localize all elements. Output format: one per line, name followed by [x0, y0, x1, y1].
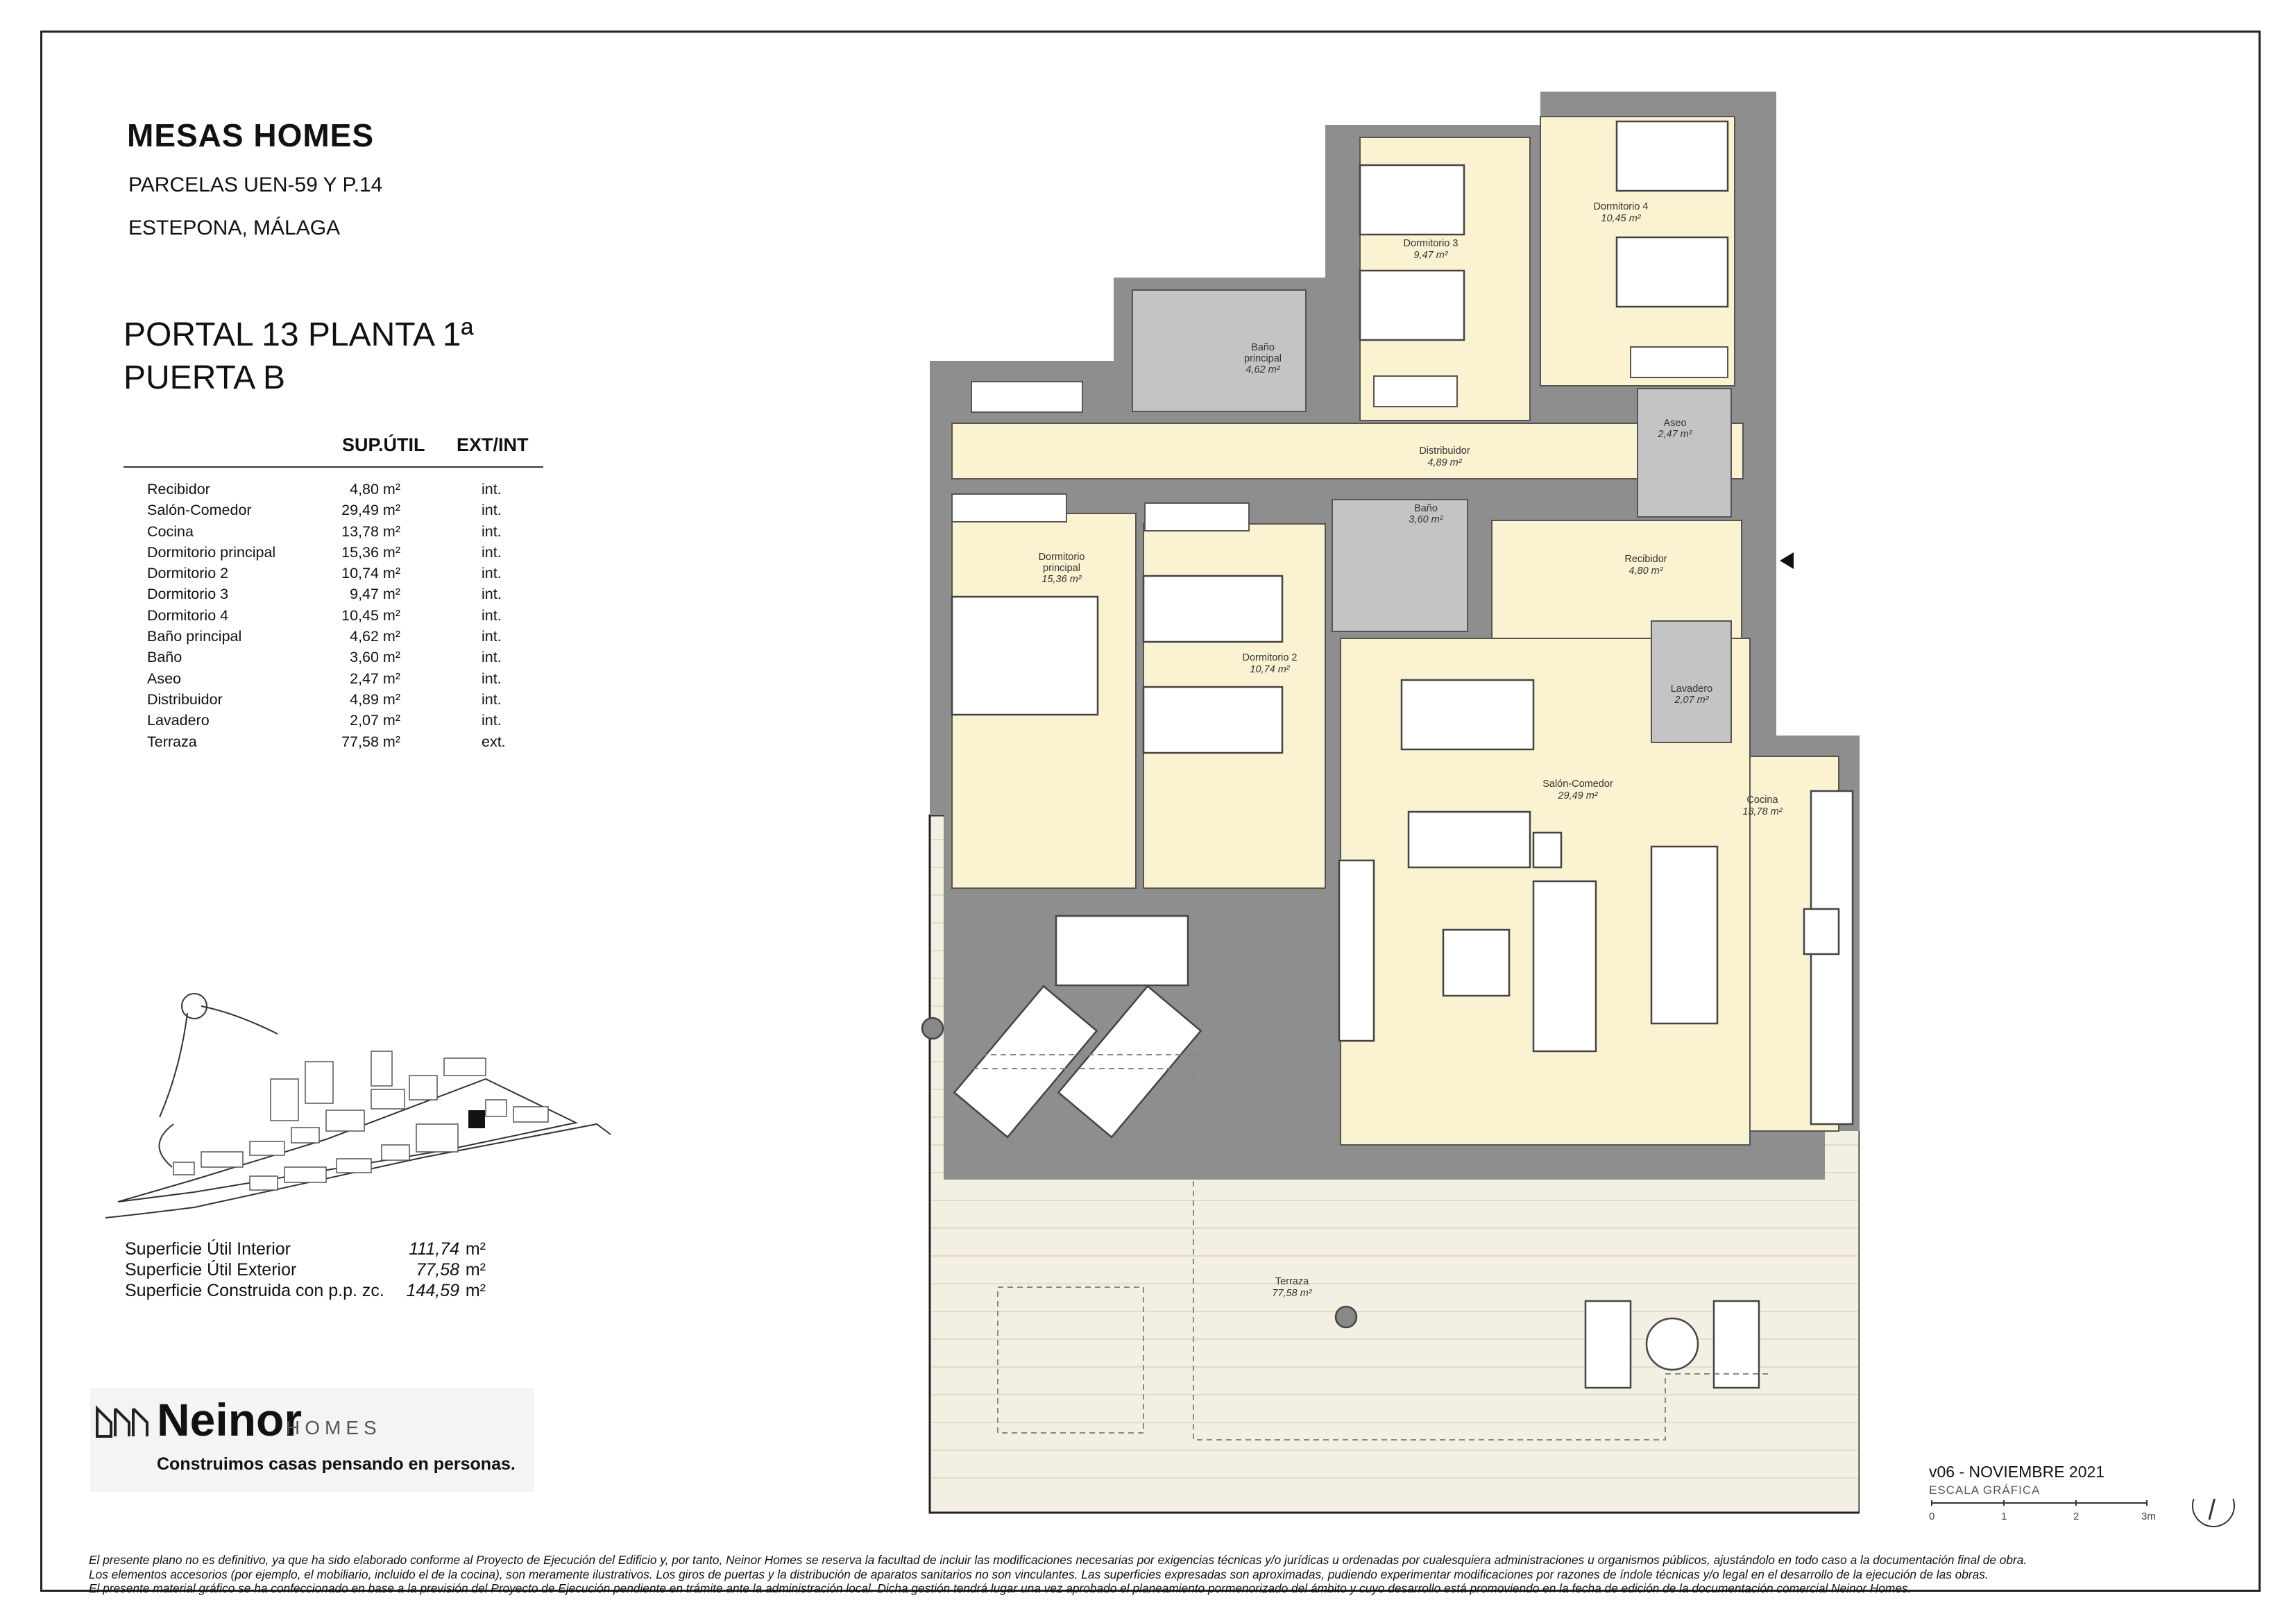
room-aseo: [1638, 389, 1731, 517]
disclaimer-line: El presente plano no es definitivo, ya que ha sido elaborado conforme al Proyecto de Ejecución del Edificio y, por tanto, Neinor Homes se reserva la facultad de incluir las modificaciones necesarias por exigencias técnicas y/o jurídicas u ordenadas por cualesquiera administraciones u organismos públicos, ajustándolo en todo caso a la documentación final de obra.: [89, 1553, 2027, 1567]
table-row: [147, 565, 508, 586]
floor-plan: [916, 90, 1860, 1520]
table-row: [147, 502, 508, 522]
scale-title: ESCALA GRÁFICA: [1929, 1484, 2041, 1497]
neinor-mark-icon: [94, 1400, 150, 1442]
table-cell-name: Aseo: [147, 670, 182, 687]
table-cell-area: 77,58 m²: [341, 733, 400, 750]
summary-row: Superficie Útil Interior 111,74 m²: [125, 1239, 486, 1259]
svg-text:Aseo2,47 m²: Aseo 2,47 m²: [1658, 418, 1692, 440]
table-cell-type: int.: [482, 481, 502, 498]
surface-summary: [125, 1239, 486, 1302]
table-divider: [124, 466, 543, 468]
table-cell-type: int.: [482, 670, 502, 687]
surface-table: [147, 481, 508, 754]
table-cell-name: Baño principal: [147, 628, 242, 645]
neinor-homes: HOMES: [286, 1417, 382, 1438]
table-cell-name: Dormitorio principal: [147, 543, 276, 561]
table-cell-name: Dormitorio 4: [147, 606, 229, 624]
label-recibidor: Recibidor: [1624, 554, 1667, 565]
table-row: [147, 544, 508, 565]
brand-title: MESAS HOMES: [127, 117, 375, 153]
table-cell-area: 15,36 m²: [341, 543, 400, 561]
svg-text:Dormitorio 410,45 m²: Dormitorio 4 10,45 m²: [1593, 201, 1649, 224]
room-lavadero: [1651, 621, 1731, 742]
location-map: [97, 985, 611, 1221]
col-header-ext: EXT/INT: [457, 434, 529, 455]
table-cell-type: int.: [482, 628, 502, 645]
table-cell-name: Salón-Comedor: [147, 502, 252, 519]
svg-text:Salón-Comedor29,49 m²: Salón-Comedor 29,49 m²: [1542, 779, 1613, 801]
table-cell-type: int.: [482, 543, 502, 561]
table-row: [147, 481, 508, 502]
svg-text:Recibidor4,80 m²: Recibidor 4,80 m²: [1624, 554, 1667, 577]
col-header-sup: SUP.ÚTIL: [342, 434, 425, 455]
table-cell-type: int.: [482, 565, 502, 582]
table-cell-area: 4,89 m²: [350, 690, 400, 708]
portal-floor: PORTAL 13 PLANTA 1ª: [124, 316, 474, 353]
table-cell-name: Dormitorio 3: [147, 586, 229, 603]
summary-row: Superficie Útil Exterior 77,58 m²: [125, 1260, 486, 1280]
label-terraza: Terraza: [1275, 1276, 1309, 1287]
table-cell-area: 4,62 m²: [350, 628, 400, 645]
table-cell-area: 2,07 m²: [350, 712, 400, 729]
svg-text:Cocina13,78 m²: Cocina 13,78 m²: [1742, 794, 1783, 817]
scale-tick: 0: [1929, 1511, 1935, 1522]
svg-text:Dormitorio 210,74 m²: Dormitorio 2 10,74 m²: [1242, 652, 1298, 675]
table-cell-type: int.: [482, 606, 502, 624]
scale-tick: 1: [2001, 1511, 2007, 1522]
table-row: [147, 628, 508, 649]
label-dorm4: Dormitorio 4: [1593, 201, 1649, 212]
svg-text:Bañoprincipal4,62 m²: Baño principal 4,62 m²: [1244, 342, 1282, 375]
svg-text:Dormitorioprincipal15,36 m²: Dormitorio principal 15,36 m²: [1038, 552, 1085, 585]
label-lavadero: Lavadero: [1670, 683, 1713, 695]
table-cell-area: 13,78 m²: [341, 522, 400, 540]
table-cell-type: int.: [482, 712, 502, 729]
table-cell-area: 10,45 m²: [341, 606, 400, 624]
label-dorm-principal: Dormitorio: [1038, 552, 1085, 563]
location-text: ESTEPONA, MÁLAGA: [128, 216, 341, 239]
table-row: [147, 607, 508, 628]
table-row: [147, 649, 508, 670]
version-label: v06 - NOVIEMBRE 2021: [1929, 1463, 2105, 1481]
neinor-logo: [90, 1388, 534, 1492]
table-cell-type: ext.: [482, 733, 506, 750]
scale-tick: 3m: [2141, 1511, 2156, 1522]
neinor-name: Neinor: [157, 1394, 303, 1445]
table-cell-name: Distribuidor: [147, 690, 223, 708]
entrance-arrow-icon: [1780, 552, 1794, 569]
table-cell-name: Lavadero: [147, 712, 210, 729]
svg-text:Dormitorio 39,47 m²: Dormitorio 3 9,47 m²: [1403, 238, 1459, 261]
label-dorm3: Dormitorio 3: [1403, 238, 1459, 249]
table-cell-name: Dormitorio 2: [147, 565, 229, 582]
table-cell-area: 29,49 m²: [341, 502, 400, 519]
table-cell-type: int.: [482, 690, 502, 708]
label-bano: Baño: [1414, 503, 1438, 514]
scale-tick: 2: [2073, 1511, 2080, 1522]
neinor-tagline: Construimos casas pensando en personas.: [157, 1454, 516, 1474]
label-dorm2: Dormitorio 2: [1242, 652, 1298, 663]
table-cell-type: int.: [482, 586, 502, 603]
label-distribuidor: Distribuidor: [1419, 445, 1470, 457]
disclaimer-line: Los elementos accesorios (por ejemplo, el mobiliario, incluido el de la cocina), son meramente ilustrativos. Los giros de puertas y la distribución de aparatos sanitarios no son vinculantes. Las superficies expresadas son aproximadas, pudiendo experimentar modificaciones por razones de índole técnicas y/o legal en el desarrollo de la ejecución de las obras.: [89, 1567, 1989, 1581]
svg-text:Baño3,60 m²: Baño 3,60 m²: [1409, 503, 1443, 525]
table-cell-name: Terraza: [147, 733, 197, 750]
table-row: [147, 670, 508, 691]
table-cell-name: Baño: [147, 649, 182, 666]
disclaimer-line: El presente material gráfico se ha confeccionado en base a la previsión del Proyecto de Ejecución pendiente en trámite ante la administración local. Dicha gestión tendrá lugar una vez aprobado el planeamiento pormenorizado del ámbito y cuyo desarrollo está promoviendo en la fecha de edición de la documentación comercial Neinor Homes.: [89, 1581, 1912, 1595]
table-cell-type: int.: [482, 649, 502, 666]
table-cell-type: int.: [482, 502, 502, 519]
table-row: [147, 691, 508, 712]
room-bano-principal: [1132, 290, 1306, 411]
table-row: [147, 586, 508, 606]
svg-text:Distribuidor4,89 m²: Distribuidor 4,89 m²: [1419, 445, 1470, 468]
table-cell-area: 2,47 m²: [350, 670, 400, 687]
map-building-marker: [468, 1110, 485, 1128]
parcels-text: PARCELAS UEN-59 Y P.14: [128, 173, 383, 196]
label-salon: Salón-Comedor: [1542, 779, 1613, 790]
table-cell-area: 9,47 m²: [350, 586, 400, 603]
label-cocina: Cocina: [1746, 794, 1778, 806]
svg-text:Lavadero2,07 m²: Lavadero 2,07 m²: [1670, 683, 1713, 706]
table-row: [147, 733, 508, 754]
table-row: [147, 712, 508, 733]
graphic-scale: [1929, 1499, 2241, 1540]
table-cell-area: 3,60 m²: [350, 649, 400, 666]
summary-row: Superficie Construida con p.p. zc. 144,59 m²: [125, 1281, 486, 1300]
table-row: [147, 523, 508, 544]
table-cell-type: int.: [482, 522, 502, 540]
table-cell-name: Cocina: [147, 522, 194, 540]
table-cell-area: 4,80 m²: [350, 481, 400, 498]
legal-disclaimer: [89, 1553, 2226, 1596]
table-cell-area: 10,74 m²: [341, 565, 400, 582]
label-aseo: Aseo: [1663, 418, 1687, 429]
unit-title: [124, 314, 473, 400]
label-bano-principal: Baño: [1251, 342, 1275, 353]
door: PUERTA B: [124, 359, 285, 396]
table-cell-name: Recibidor: [147, 481, 210, 498]
svg-text:Terraza77,58 m²: Terraza 77,58 m²: [1272, 1276, 1312, 1299]
room-bano: [1332, 500, 1468, 631]
map-plot: [118, 1079, 576, 1202]
